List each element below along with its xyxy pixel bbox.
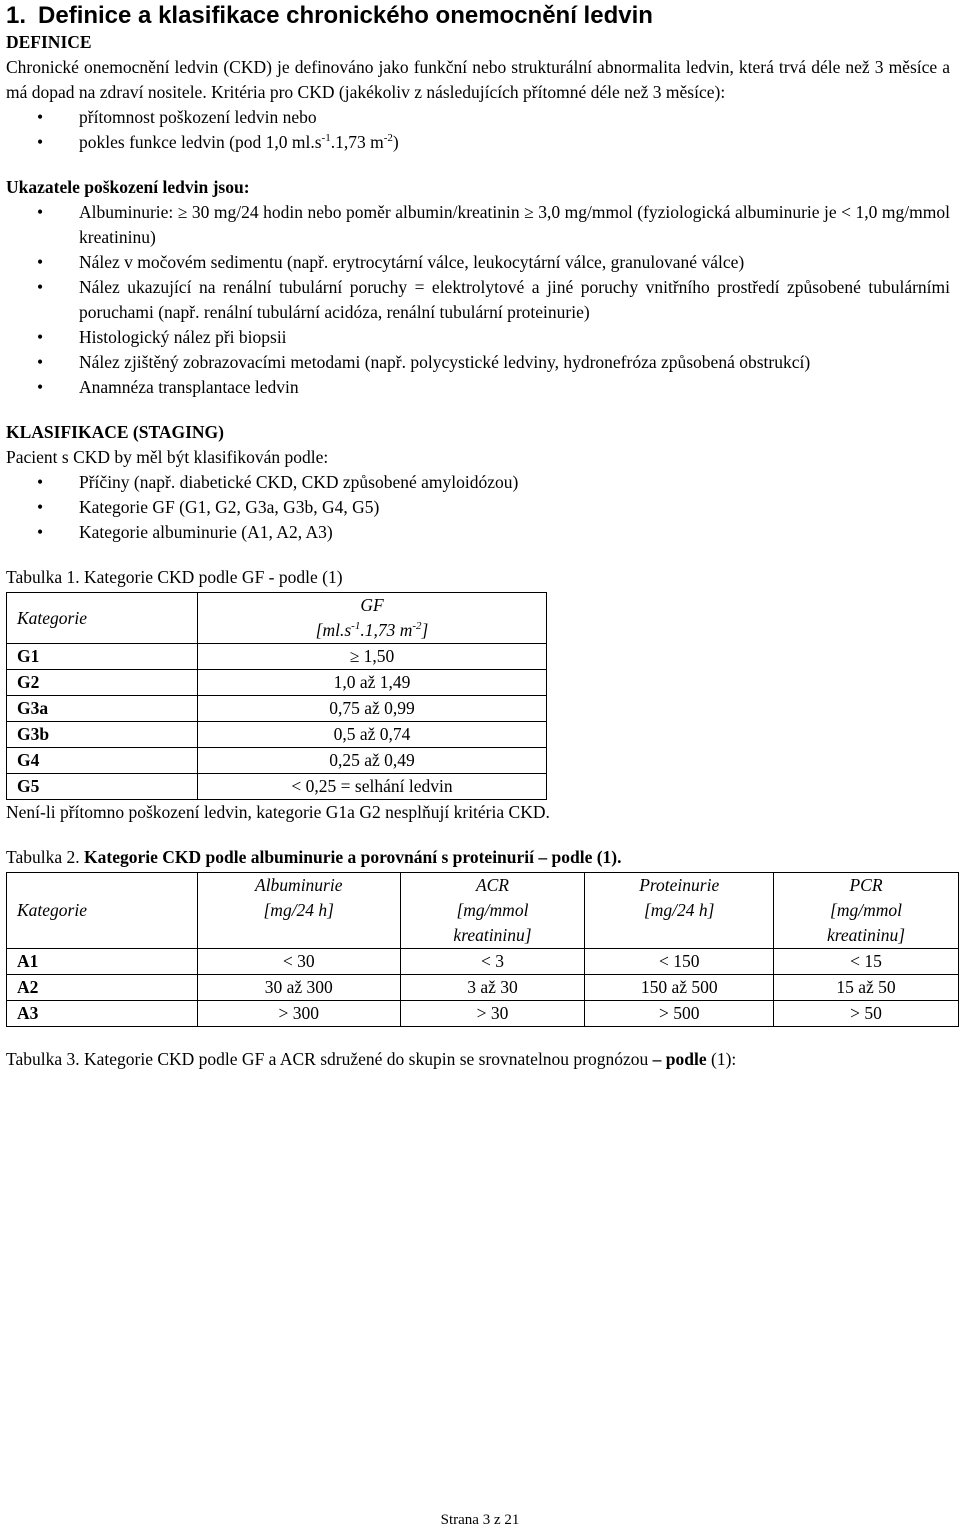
- list-item: • Nález zjištěný zobrazovacími metodami (např. polycystické ledviny, hydronefróza způsobená obstrukcí): [6, 350, 950, 375]
- list-item: • Příčiny (např. diabetické CKD, CKD způsobené amyloidózou): [6, 470, 950, 495]
- header-acr: ACR [mg/mmol kreatininu]: [400, 873, 585, 949]
- document-page: [6, 0, 950, 1072]
- section-heading: [6, 2, 950, 30]
- criteria-list: [6, 105, 950, 155]
- table-row: [7, 949, 959, 975]
- definition-label: DEFINICE: [6, 32, 92, 52]
- row-category: G5: [7, 774, 198, 800]
- cell-pcr: > 50: [774, 1001, 959, 1027]
- cell-acr: < 3: [400, 949, 585, 975]
- list-item: • Kategorie GF (G1, G2, G3a, G3b, G4, G5): [6, 495, 950, 520]
- list-item: • Anamnéza transplantace ledvin: [6, 375, 950, 400]
- cell-proteinuria: 150 až 500: [585, 975, 774, 1001]
- criteria-item-text-mid: .1,73 m: [330, 132, 384, 152]
- cell-albuminuria: < 30: [198, 949, 401, 975]
- caption-prefix: Tabulka 2.: [6, 847, 84, 867]
- page-footer: Strana 3 z 21: [440, 1512, 520, 1528]
- row-category: G4: [7, 748, 198, 774]
- row-value: 1,0 až 1,49: [198, 670, 547, 696]
- row-category: A2: [7, 975, 198, 1001]
- table-header-row: [7, 593, 547, 644]
- row-value: ≥ 1,50: [198, 644, 547, 670]
- header-category: Kategorie: [7, 873, 198, 949]
- cell-proteinuria: < 150: [585, 949, 774, 975]
- table-row: [7, 1001, 959, 1027]
- row-category: G2: [7, 670, 198, 696]
- section-title: Definice a klasifikace chronického onemocnění ledvin: [38, 2, 653, 29]
- list-item: • Nález v močovém sedimentu (např. erytrocytární válce, leukocytární válce, granulované válce): [6, 250, 950, 275]
- row-category: A3: [7, 1001, 198, 1027]
- table-row: [7, 975, 959, 1001]
- superscript: -2: [383, 132, 393, 145]
- caption-title: Kategorie CKD podle albuminurie a porovnání s proteinurií – podle (1).: [84, 847, 622, 867]
- table-header-row: [7, 873, 959, 949]
- header-category: Kategorie: [7, 593, 198, 644]
- list-item: • Kategorie albuminurie (A1, A2, A3): [6, 520, 950, 545]
- header-gf: [198, 593, 547, 644]
- definition-intro: Chronické onemocnění ledvin (CKD) je definováno jako funkční nebo strukturální abnormalita ledvin, která trvá déle než 3 měsíce a má dopad na zdraví nositele. Kritéria pro CKD (jakékoliv z následujících přítomné déle než 3 měsíce):: [6, 57, 950, 102]
- list-item: [6, 105, 950, 130]
- header-proteinuria: Proteinurie [mg/24 h]: [585, 873, 774, 949]
- caption-bold: – podle: [652, 1049, 707, 1069]
- albuminuria-category-table: [6, 872, 959, 1027]
- caption-end: (1):: [706, 1049, 737, 1069]
- header-gf-title: GF: [360, 595, 384, 615]
- row-category: G3b: [7, 722, 198, 748]
- criteria-item-text: pokles funkce ledvin (pod 1,0 ml.s: [79, 132, 322, 152]
- table-row: [7, 644, 547, 670]
- gf-category-table: [6, 592, 547, 800]
- list-item: • Histologický nález při biopsii: [6, 325, 950, 350]
- table-row: [7, 722, 547, 748]
- superscript: -1: [321, 132, 331, 145]
- classification-list: [6, 470, 950, 545]
- row-value: < 0,25 = selhání ledvin: [198, 774, 547, 800]
- row-value: 0,75 až 0,99: [198, 696, 547, 722]
- cell-pcr: < 15: [774, 949, 959, 975]
- header-gf-unit: [$ml.s^{-1}.1,73$ $m^{-2}$]: [315, 620, 429, 640]
- row-category: A1: [7, 949, 198, 975]
- section-number: 1.: [6, 2, 27, 29]
- cell-proteinuria: > 500: [585, 1001, 774, 1027]
- caption-text: Tabulka 3. Kategorie CKD podle GF a ACR sdružené do skupin se srovnatelnou prognózou: [6, 1049, 653, 1069]
- classification-title: KLASIFIKACE (STAGING): [6, 422, 224, 442]
- list-item: • Nález ukazující na renální tubulární poruchy = elektrolytové a jiné poruchy vnitřního prostředí způsobené tubulárními poruchami (např. renální tubulární acidóza, renální tubulární proteinurie): [6, 275, 950, 325]
- classification-intro: Pacient s CKD by měl být klasifikován podle:: [6, 447, 329, 467]
- table1-note: Není-li přítomno poškození ledvin, kategorie G1a G2 nesplňují kritéria CKD.: [6, 802, 550, 822]
- table-row: [7, 696, 547, 722]
- criteria-item-text-end: ): [392, 132, 399, 152]
- header-pcr: PCR [mg/mmol kreatininu]: [774, 873, 959, 949]
- row-category: G1: [7, 644, 198, 670]
- table-row: [7, 670, 547, 696]
- list-item: [6, 130, 950, 155]
- cell-acr: > 30: [400, 1001, 585, 1027]
- row-category: G3a: [7, 696, 198, 722]
- cell-albuminuria: > 300: [198, 1001, 401, 1027]
- row-value: 0,5 až 0,74: [198, 722, 547, 748]
- table2-caption: [6, 845, 950, 870]
- cell-acr: 3 až 30: [400, 975, 585, 1001]
- table1-caption: Tabulka 1. Kategorie CKD podle GF - podle (1): [6, 567, 343, 587]
- table-row: [7, 774, 547, 800]
- damage-title: Ukazatele poškození ledvin jsou:: [6, 177, 250, 197]
- header-albuminuria: Albuminurie [mg/24 h]: [198, 873, 401, 949]
- list-item: • Albuminurie: ≥ 30 mg/24 hodin nebo poměr albumin/kreatinin ≥ 3,0 mg/mmol (fyziologická albuminurie je < 1,0 mg/mmol kreatininu): [6, 200, 950, 250]
- table3-caption: [6, 1047, 950, 1072]
- cell-pcr: 15 až 50: [774, 975, 959, 1001]
- cell-albuminuria: 30 až 300: [198, 975, 401, 1001]
- criteria-item-text: přítomnost poškození ledvin nebo: [79, 107, 317, 127]
- damage-list: [6, 200, 950, 400]
- table-row: [7, 748, 547, 774]
- row-value: 0,25 až 0,49: [198, 748, 547, 774]
